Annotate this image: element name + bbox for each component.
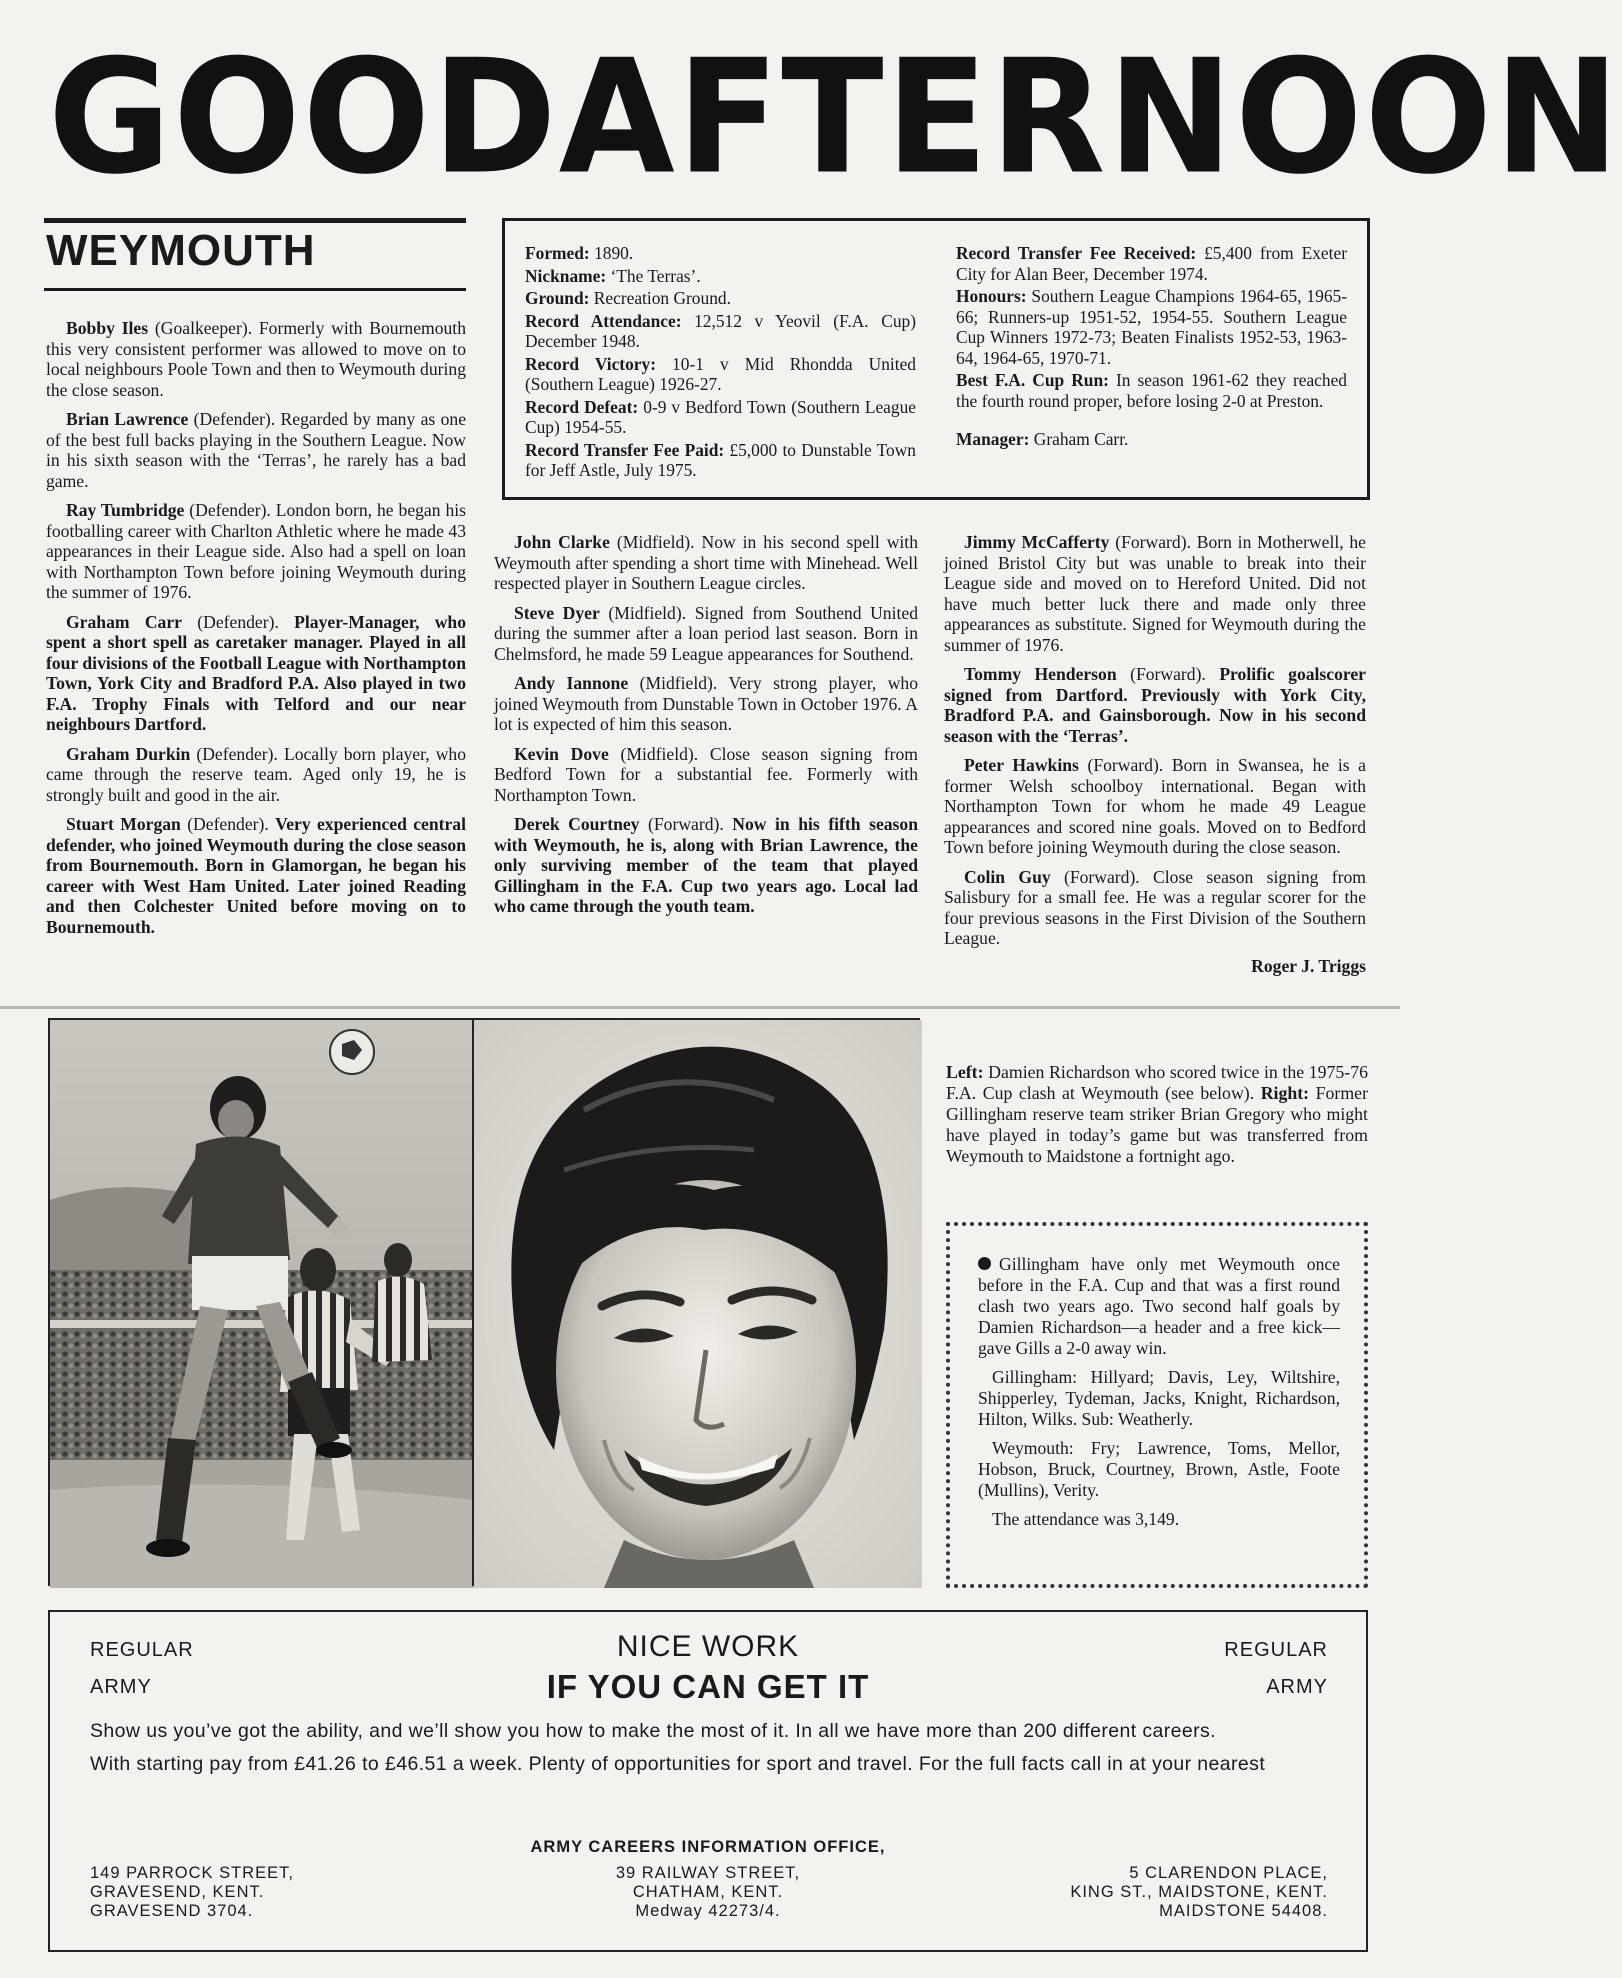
fact-item: Record Transfer Fee Paid: £5,000 to Dunstable Town for Jeff Astle, July 1975.: [525, 439, 916, 480]
author-signature: Roger J. Triggs: [1251, 955, 1366, 976]
player-column-3: [944, 532, 1366, 976]
player-name: Bobby Iles: [66, 318, 149, 338]
fact-item: Record Victory: 10-1 v Mid Rhondda United (Southern League) 1926-27.: [525, 353, 916, 394]
fact-item: Best F.A. Cup Run: In season 1961-62 they reached the fourth round proper, before losing 2-0 at Preston.: [956, 370, 1347, 411]
ad-corner-left: REGULAR ARMY: [90, 1639, 194, 1698]
photo-match-action: [48, 1018, 472, 1586]
player-name: Jimmy McCafferty: [964, 532, 1110, 552]
note-weymouth-lineup: Weymouth: Fry; Lawrence, Toms, Mellor, Hobson, Bruck, Courtney, Brown, Astle, Foote (Mullins), Verity.: [978, 1438, 1340, 1500]
fact-item: Ground: Recreation Ground.: [525, 288, 731, 308]
player-entry: Bobby Iles (Goalkeeper). Formerly with Bournemouth this very consistent performer was allowed to move on to local neighbours Poole Town and then to Weymouth during the close season.: [46, 318, 466, 400]
note-paragraph: Gillingham have only met Weymouth once before in the F.A. Cup and that was a first round clash two years ago. Two second half goals by Damien Richardson—a header and a free kick—gave Gills a 2-0 away win.: [978, 1254, 1340, 1358]
ad-office-name: ARMY CAREERS INFORMATION OFFICE,: [530, 1838, 886, 1856]
player-name: Tommy Henderson: [964, 664, 1117, 684]
player-name: John Clarke: [514, 532, 610, 552]
fact-item: Formed: 1890.: [525, 243, 634, 263]
player-entry: Brian Lawrence (Defender). Regarded by many as one of the best full backs playing in the Southern League. Now in his sixth season with the ‘Terras’, he rarely has a bad game.: [46, 409, 466, 491]
fact-manager: Manager: Graham Carr.: [956, 429, 1129, 449]
player-name: Steve Dyer: [514, 602, 600, 623]
player-name: Peter Hawkins: [964, 755, 1079, 775]
previous-meeting-box: [946, 1222, 1368, 1588]
player-entry: Kevin Dove (Midfield). Close season signing from Bedford Town for a substantial fee. Formerly with Northampton Town.: [494, 743, 918, 805]
player-entry: Jimmy McCafferty (Forward). Born in Motherwell, he joined Bristol City but was unable to break into their League side and moved on to Hereford United. Did not have much better luck there and made only three appearances as substitute. Signed for Weymouth during the summer of 1976.: [944, 532, 1366, 655]
player-name: Andy Iannone: [514, 673, 629, 693]
club-facts-box: [502, 218, 1370, 500]
player-name: Brian Lawrence: [66, 409, 189, 429]
player-entry: Colin Guy (Forward). Close season signing from Salisbury for a small fee. He was a regular scorer for the four previous seasons in the First Division of the Southern League.: [944, 866, 1366, 948]
player-name: Ray Tumbridge: [66, 500, 185, 520]
ad-title: NICE WORK: [616, 1630, 800, 1663]
bullet-icon: [978, 1257, 991, 1270]
club-title-rule-bottom: [44, 288, 466, 291]
player-entry: Stuart Morgan (Defender). Very experienced central defender, who joined Weymouth during the close season from Bournemouth. Born in Glamorgan, he began his career with West Ham United. Later joined Reading and then Colchester United before moving on to Bournemouth.: [46, 814, 466, 937]
portrait-illustration: [474, 1020, 922, 1588]
page-fold: [0, 1006, 1400, 1009]
fact-item: Honours: Southern League Champions 1964-65, 1965-66; Runners-up 1951-52, 1954-55. Southern League Cup Winners 1972-73; Beaten Finalists 1952-53, 1963-64, 1964-65, 1970-71.: [956, 286, 1347, 368]
match-action-illustration: [50, 1020, 474, 1588]
player-name: Derek Courtney: [514, 814, 640, 834]
player-column-1: [46, 318, 466, 946]
club-title-rule-top: [44, 218, 466, 223]
player-column-2: [494, 532, 918, 926]
fact-item: Record Defeat: 0-9 v Bedford Town (Southern League Cup) 1954-55.: [525, 396, 917, 437]
player-name: Stuart Morgan: [66, 814, 181, 834]
club-name: WEYMOUTH: [46, 226, 316, 275]
player-entry: Graham Carr (Defender). Player-Manager, who spent a short spell as caretaker manager. Played in all four divisions of the Football League with Northampton Town, York City and Bradford P.A. Also played in two F.A. Trophy Finals with Telford and our near neighbours Dartford.: [46, 611, 466, 734]
fact-item: Record Transfer Fee Received: £5,400 from Exeter City for Alan Beer, December 1974.: [956, 243, 1347, 284]
player-entry: Tommy Henderson (Forward). Prolific goalscorer signed from Dartford. Previously with York City, Bradford P.A. and Gainsborough. Now in his second season with the ‘Terras’.: [944, 664, 1366, 746]
note-gillingham-lineup: Gillingham: Hillyard; Davis, Ley, Wiltshire, Shipperley, Tydeman, Jacks, Knight, Richardson, Hilton, Wilks. Sub: Weatherly.: [978, 1367, 1340, 1429]
ad-subtitle: IF YOU CAN GET IT: [546, 1668, 870, 1705]
headline-word-afternoon: AFTERNOON: [558, 26, 1622, 210]
note-attendance: The attendance was 3,149.: [992, 1509, 1180, 1529]
player-entry: Andy Iannone (Midfield). Very strong player, who joined Weymouth from Dunstable Town in October 1976. A lot is expected of him this season.: [494, 673, 919, 734]
headline: [48, 26, 1622, 210]
ad-address-chatham: 39 RAILWAY STREET, CHATHAM, KENT. Medway 42273/4.: [615, 1864, 801, 1920]
player-entry: Derek Courtney (Forward). Now in his fifth season with Weymouth, he is, along with Brian Lawrence, the only surviving member of the team that played Gillingham in the F.A. Cup two years ago. Local lad who came through the youth team.: [494, 814, 918, 916]
army-advertisement: [48, 1610, 1368, 1952]
ad-corner-right: REGULAR ARMY: [1224, 1639, 1328, 1698]
player-entry: Steve Dyer (Midfield). Signed from Southend United during the summer after a loan period last season. Born in Chelmsford, he made 59 League appearances for Southend.: [494, 602, 918, 664]
headline-word-good: GOOD: [48, 26, 559, 210]
fact-item: Record Attendance: 12,512 v Yeovil (F.A. Cup) December 1948.: [525, 310, 916, 351]
player-entry: Graham Durkin (Defender). Locally born player, who came through the reserve team. Aged only 19, he is strongly built and good in the air.: [46, 743, 466, 805]
facts-left-column: [525, 243, 916, 487]
photo-caption: Left: Damien Richardson who scored twice in the 1975-76 F.A. Cup clash at Weymouth (see below). Right: Former Gillingham reserve team striker Brian Gregory who might have played in today’s game but was transferred from Weymouth to Maidstone a fortnight ago.: [946, 1062, 1368, 1166]
player-entry: Peter Hawkins (Forward). Born in Swansea, he is a former Welsh schoolboy international. Began with Northampton Town for whom he made 49 League appearances and scored nine goals. Moved on to Bedford Town before joining Weymouth during the close season.: [944, 755, 1366, 857]
ad-address-maidstone: 5 CLARENDON PLACE, KING ST., MAIDSTONE, KENT. MAIDSTONE 54408.: [1070, 1864, 1328, 1920]
fact-item: Nickname: ‘The Terras’.: [525, 265, 701, 286]
player-name: Graham Carr: [66, 611, 182, 632]
player-name: Graham Durkin: [66, 743, 191, 764]
player-name: Kevin Dove: [514, 743, 609, 764]
ad-body: Show us you’ve got the ability, and we’ll show you how to make the most of it. In all we have more than 200 different careers. With starting pay from £41.26 to £46.51 a week. Plenty of opportunities for sport and travel. For the full facts call in at your nearest: [90, 1720, 1266, 1775]
photo-portrait: [472, 1018, 920, 1586]
ad-address-gravesend: 149 PARROCK STREET, GRAVESEND, KENT. GRAVESEND 3704.: [90, 1864, 294, 1920]
player-entry: John Clarke (Midfield). Now in his second spell with Weymouth after spending a short time with Minehead. Well respected player in Southern League circles.: [494, 532, 918, 593]
player-entry: Ray Tumbridge (Defender). London born, he began his footballing career with Charlton Athletic where he made 43 appearances in their League side. Also had a spell on loan with Northampton Town before joining Weymouth during the summer of 1976.: [46, 500, 466, 602]
facts-right-column: [956, 243, 1347, 487]
player-name: Colin Guy: [964, 866, 1051, 887]
